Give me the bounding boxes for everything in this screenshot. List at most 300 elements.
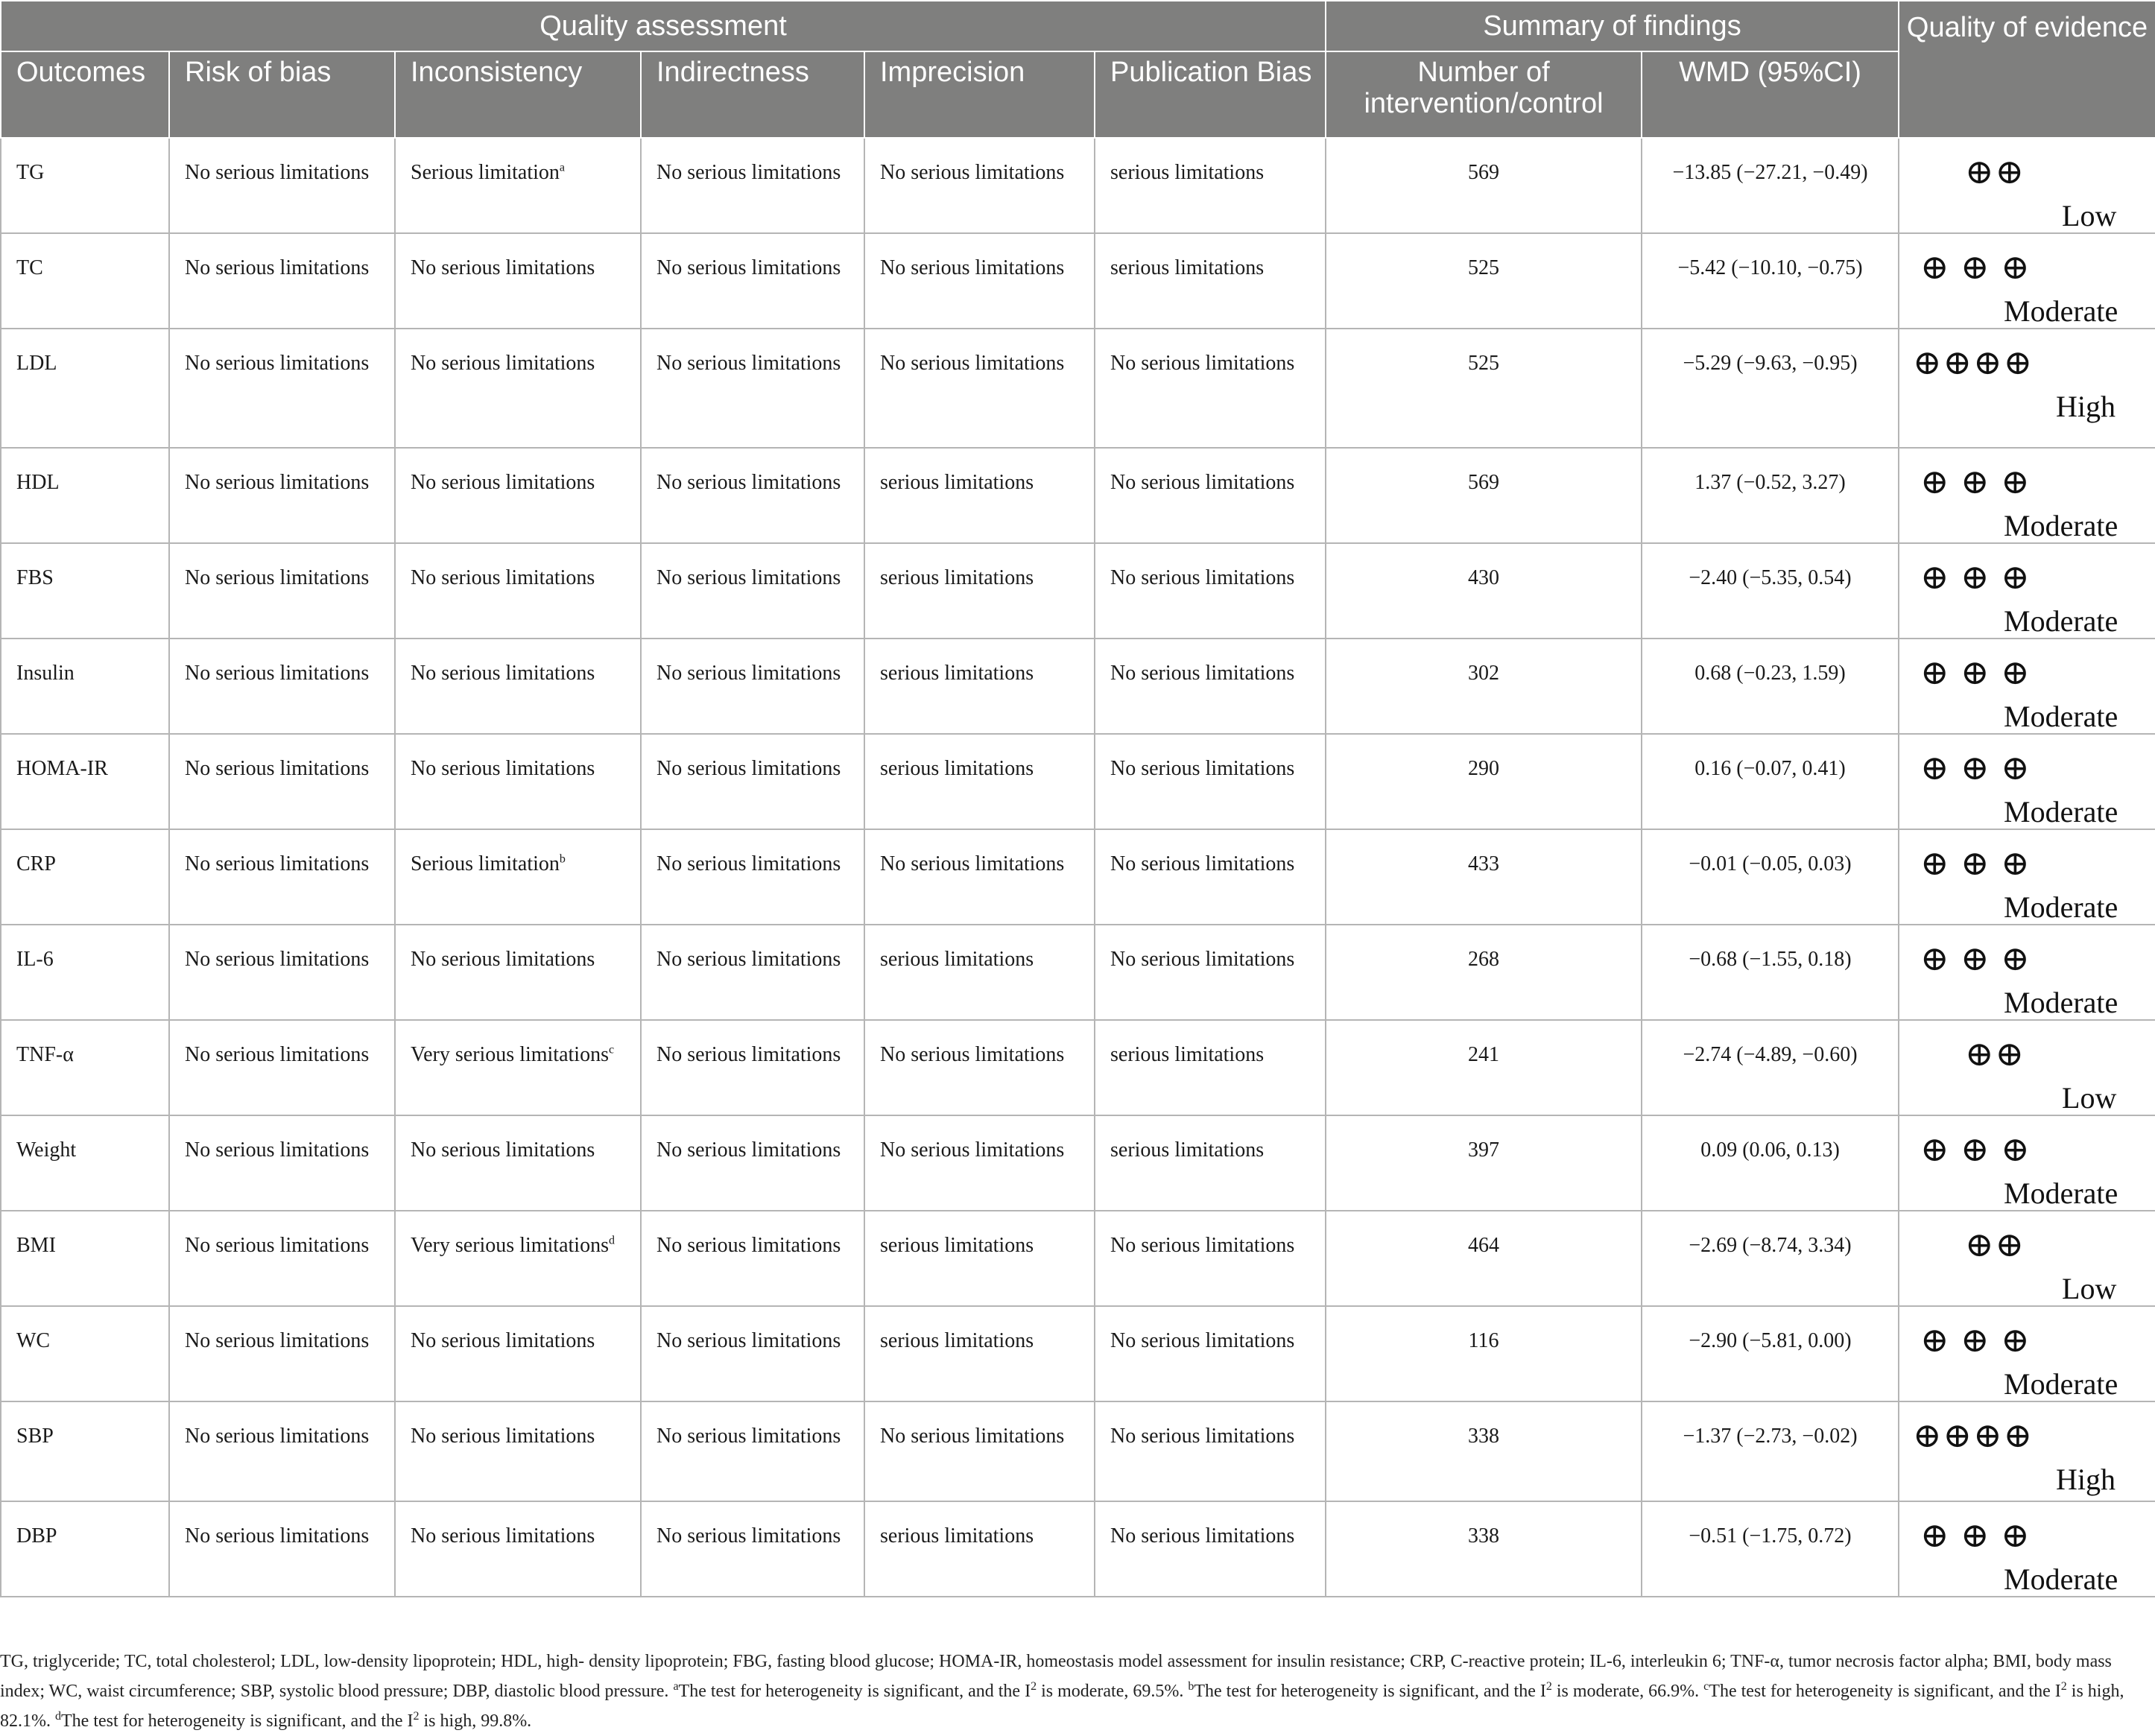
cell-number-text: 433 [1468,852,1500,875]
cell-number-text: 397 [1468,1138,1500,1162]
cell-outcome-text: WC [16,1329,51,1352]
certainty-symbols-icon: ⊕⊕⊕⊕ [1913,343,2034,381]
cell-quality-of-evidence [1899,829,2155,925]
cell-indirectness [641,829,864,925]
cell-number [1326,1115,1642,1211]
cell-imprecision-text: serious limitations [880,1524,1034,1547]
certainty-label: Low [2062,199,2117,232]
cell-outcome-text: HDL [16,471,60,494]
cell-risk-of-bias [169,734,395,829]
cell-imprecision [864,1401,1095,1501]
cell-number-text: 525 [1468,352,1500,375]
cell-imprecision [864,543,1095,639]
cell-risk-of-bias [169,233,395,329]
footnote-marker-b: b [1188,1680,1194,1693]
certainty-symbols-icon: ⊕⊕ [1965,153,2026,191]
cell-imprecision-text: serious limitations [880,566,1034,589]
table-body [1,138,2155,1597]
cell-publication-bias [1095,1115,1326,1211]
cell-inconsistency [395,639,641,734]
cell-wmd-text: 0.68 (−0.23, 1.59) [1694,662,1846,685]
cell-outcome-text: CRP [16,852,56,875]
cell-indirectness-text: No serious limitations [656,852,841,875]
cell-number-text: 268 [1468,948,1500,971]
certainty-symbols-icon: ⊕ ⊕ ⊕ [1920,248,2031,286]
certainty-symbols-icon: ⊕ ⊕ ⊕ [1920,749,2031,787]
cell-indirectness [641,1211,864,1306]
cell-imprecision-text: serious limitations [880,1234,1034,1257]
cell-inconsistency [395,1401,641,1501]
cell-publication-bias [1095,639,1326,734]
cell-publication-bias-text: No serious limitations [1110,1524,1295,1547]
footnote-d-tail: is high, 99.8%. [419,1711,532,1731]
cell-imprecision [864,829,1095,925]
cell-number-text: 302 [1468,662,1500,685]
cell-number [1326,1020,1642,1115]
cell-wmd-text: −5.29 (−9.63, −0.95) [1683,352,1858,375]
certainty-label: Moderate [2004,1176,2118,1210]
table-row [1,448,2155,543]
cell-wmd [1642,329,1899,448]
cell-quality-of-evidence [1899,639,2155,734]
cell-risk-of-bias-text: No serious limitations [185,662,370,685]
footnote-a: The test for heterogeneity is significant, and the I [678,1682,1031,1701]
cell-publication-bias-text: No serious limitations [1110,352,1295,375]
cell-outcome-text: DBP [16,1524,57,1547]
cell-publication-bias-text: serious limitations [1110,161,1265,184]
cell-wmd [1642,1211,1899,1306]
cell-imprecision-text: No serious limitations [880,1043,1065,1066]
cell-wmd-text: −5.42 (−10.10, −0.75) [1677,256,1863,279]
cell-imprecision-text: No serious limitations [880,1425,1065,1448]
cell-risk-of-bias [169,1020,395,1115]
cell-number [1326,1501,1642,1597]
cell-indirectness-text: No serious limitations [656,1425,841,1448]
col-outcomes: Outcomes [1,51,169,138]
footnote-a-squared: 2 [1031,1680,1037,1693]
cell-indirectness [641,1115,864,1211]
cell-outcome [1,1501,169,1597]
cell-number [1326,138,1642,233]
certainty-label: Moderate [2004,795,2118,829]
footnote-d: The test for heterogeneity is significant, and the I [61,1711,414,1731]
cell-outcome-text: TC [16,256,43,279]
footnote-b: The test for heterogeneity is significant, and the I [1194,1682,1546,1701]
cell-imprecision [864,329,1095,448]
cell-quality-of-evidence [1899,925,2155,1020]
cell-number [1326,734,1642,829]
cell-inconsistency [395,138,641,233]
cell-publication-bias-text: serious limitations [1110,1138,1265,1162]
cell-wmd-text: −1.37 (−2.73, −0.02) [1683,1425,1858,1448]
cell-inconsistency [395,1501,641,1597]
cell-publication-bias-text: No serious limitations [1110,852,1295,875]
certainty-symbols-icon: ⊕⊕ [1965,1035,2026,1073]
cell-indirectness [641,543,864,639]
cell-publication-bias-text: No serious limitations [1110,662,1295,685]
cell-indirectness-text: No serious limitations [656,1329,841,1352]
footnote-b-squared: 2 [1545,1680,1552,1693]
cell-outcome [1,233,169,329]
cell-number-text: 241 [1468,1043,1500,1066]
cell-risk-of-bias-text: No serious limitations [185,256,370,279]
cell-inconsistency-text: No serious limitations [411,1524,595,1547]
cell-indirectness [641,1401,864,1501]
table-row [1,1401,2155,1501]
cell-imprecision [864,1306,1095,1401]
cell-inconsistency-text: Very serious limitations [411,1043,609,1066]
cell-outcome [1,925,169,1020]
cell-indirectness [641,329,864,448]
footnote-c-squared: 2 [2060,1680,2067,1693]
cell-wmd-text: −2.69 (−8.74, 3.34) [1689,1234,1852,1257]
cell-wmd [1642,1306,1899,1401]
cell-outcome-text: SBP [16,1425,54,1448]
cell-risk-of-bias [169,1211,395,1306]
certainty-symbols-icon: ⊕ ⊕ ⊕ [1920,558,2031,596]
cell-publication-bias-text: No serious limitations [1110,566,1295,589]
cell-number-text: 430 [1468,566,1500,589]
cell-outcome [1,138,169,233]
cell-wmd-text: −0.51 (−1.75, 0.72) [1689,1524,1852,1547]
cell-risk-of-bias-text: No serious limitations [185,1425,370,1448]
cell-number [1326,1306,1642,1401]
table-row [1,829,2155,925]
cell-wmd [1642,734,1899,829]
cell-indirectness-text: No serious limitations [656,352,841,375]
cell-imprecision-text: serious limitations [880,471,1034,494]
cell-number [1326,639,1642,734]
cell-indirectness [641,734,864,829]
cell-quality-of-evidence [1899,1211,2155,1306]
cell-wmd [1642,1115,1899,1211]
cell-number-text: 569 [1468,471,1500,494]
cell-inconsistency [395,448,641,543]
cell-risk-of-bias-text: No serious limitations [185,1524,370,1547]
cell-risk-of-bias-text: No serious limitations [185,471,370,494]
cell-inconsistency-text: No serious limitations [411,1425,595,1448]
cell-wmd-text: −0.01 (−0.05, 0.03) [1689,852,1852,875]
cell-imprecision [864,233,1095,329]
cell-outcome [1,543,169,639]
table-row [1,1020,2155,1115]
cell-risk-of-bias-text: No serious limitations [185,948,370,971]
cell-outcome-text: BMI [16,1234,56,1257]
certainty-symbols-icon: ⊕ ⊕ ⊕ [1920,463,2031,501]
cell-wmd-text: 1.37 (−0.52, 3.27) [1694,471,1846,494]
certainty-label: Moderate [2004,700,2118,733]
table-row [1,639,2155,734]
cell-inconsistency-text: Very serious limitations [411,1234,609,1257]
cell-inconsistency [395,734,641,829]
cell-wmd [1642,543,1899,639]
cell-risk-of-bias [169,1401,395,1501]
table-footnote [0,1647,2146,1736]
footnote-marker-d: d [55,1710,61,1723]
quality-of-evidence-header: Quality of evidence [1899,1,2155,138]
cell-risk-of-bias [169,1501,395,1597]
certainty-symbols-icon: ⊕ ⊕ ⊕ [1920,1516,2031,1554]
table-row [1,138,2155,233]
cell-wmd [1642,1020,1899,1115]
cell-imprecision [864,1211,1095,1306]
cell-imprecision [864,1020,1095,1115]
cell-indirectness [641,1020,864,1115]
cell-number [1326,543,1642,639]
certainty-label: Moderate [2004,1562,2118,1596]
table-row [1,233,2155,329]
cell-wmd-text: −13.85 (−27.21, −0.49) [1672,161,1868,184]
cell-quality-of-evidence [1899,1020,2155,1115]
cell-quality-of-evidence [1899,543,2155,639]
cell-imprecision-text: No serious limitations [880,161,1065,184]
footnote-marker-c: c [1703,1680,1709,1693]
cell-wmd-text: 0.09 (0.06, 0.13) [1700,1138,1840,1162]
cell-imprecision [864,138,1095,233]
cell-risk-of-bias-text: No serious limitations [185,352,370,375]
certainty-label: High [2056,1463,2116,1496]
cell-risk-of-bias-text: No serious limitations [185,161,370,184]
cell-inconsistency-text: Serious limitation [411,161,560,184]
cell-imprecision [864,448,1095,543]
cell-inconsistency [395,1306,641,1401]
cell-risk-of-bias [169,1115,395,1211]
cell-inconsistency [395,233,641,329]
cell-wmd-text: −2.90 (−5.81, 0.00) [1689,1329,1852,1352]
inconsistency-footnote-marker: a [559,161,565,174]
cell-indirectness-text: No serious limitations [656,471,841,494]
cell-quality-of-evidence [1899,1401,2155,1501]
cell-publication-bias-text: No serious limitations [1110,1425,1295,1448]
footnote-abbreviations: TG, triglyceride; TC, total cholesterol; LDL, low-density lipoprotein; HDL, high- density lipoprotein; FBG, fasting blood glucose; HOMA-IR, homeostasis model assessment for insulin resistance; CRP, C-reactive protein; IL-6, interleukin 6; TNF-α, tumor necrosis factor alpha; BMI, body mass index; WC, waist circumference; SBP, systolic blood pressure; DBP, diastolic blood pressure. [0,1652,2112,1701]
col-number-intervention-control: Number of intervention/control [1326,51,1642,138]
header-group-row [1,1,2155,51]
cell-outcome-text: LDL [16,352,57,375]
cell-outcome [1,1020,169,1115]
cell-indirectness-text: No serious limitations [656,1524,841,1547]
cell-indirectness-text: No serious limitations [656,1234,841,1257]
table-row [1,1501,2155,1597]
cell-number-text: 338 [1468,1425,1500,1448]
certainty-label: Moderate [2004,890,2118,924]
inconsistency-footnote-marker: d [608,1234,615,1247]
cell-outcome-text: TNF-α [16,1043,74,1066]
cell-inconsistency-text: No serious limitations [411,1138,595,1162]
cell-imprecision-text: serious limitations [880,757,1034,780]
cell-outcome-text: TG [16,161,45,184]
cell-imprecision-text: No serious limitations [880,256,1065,279]
table-row [1,1211,2155,1306]
cell-inconsistency-text: No serious limitations [411,757,595,780]
cell-risk-of-bias-text: No serious limitations [185,1043,370,1066]
cell-publication-bias [1095,925,1326,1020]
cell-inconsistency [395,329,641,448]
certainty-symbols-icon: ⊕ ⊕ ⊕ [1920,1321,2031,1359]
cell-wmd-text: −2.74 (−4.89, −0.60) [1683,1043,1858,1066]
table-row [1,1306,2155,1401]
cell-risk-of-bias-text: No serious limitations [185,757,370,780]
cell-publication-bias [1095,138,1326,233]
cell-risk-of-bias-text: No serious limitations [185,1138,370,1162]
cell-number [1326,448,1642,543]
cell-wmd [1642,1401,1899,1501]
col-wmd: WMD (95%CI) [1642,51,1899,138]
cell-publication-bias-text: No serious limitations [1110,757,1295,780]
summary-of-findings-header: Summary of findings [1326,1,1899,51]
col-inconsistency: Inconsistency [395,51,641,138]
cell-publication-bias [1095,734,1326,829]
cell-publication-bias [1095,1306,1326,1401]
cell-publication-bias-text: No serious limitations [1110,948,1295,971]
cell-publication-bias [1095,1501,1326,1597]
cell-number-text: 116 [1468,1329,1499,1352]
cell-indirectness [641,639,864,734]
cell-publication-bias-text: No serious limitations [1110,1234,1295,1257]
cell-inconsistency-text: No serious limitations [411,566,595,589]
cell-inconsistency-text: Serious limitation [411,852,560,875]
cell-inconsistency [395,1115,641,1211]
cell-inconsistency [395,925,641,1020]
cell-publication-bias [1095,543,1326,639]
cell-number [1326,829,1642,925]
cell-imprecision-text: No serious limitations [880,352,1065,375]
cell-outcome-text: FBS [16,566,54,589]
cell-publication-bias [1095,1211,1326,1306]
cell-imprecision [864,639,1095,734]
cell-inconsistency [395,1020,641,1115]
cell-imprecision [864,925,1095,1020]
cell-imprecision-text: serious limitations [880,1329,1034,1352]
cell-indirectness-text: No serious limitations [656,1138,841,1162]
cell-publication-bias [1095,448,1326,543]
footnote-c-tail: is high, 82.1%. [0,1682,2124,1731]
cell-wmd [1642,829,1899,925]
cell-inconsistency-text: No serious limitations [411,256,595,279]
cell-indirectness-text: No serious limitations [656,566,841,589]
cell-wmd-text: 0.16 (−0.07, 0.41) [1694,757,1846,780]
cell-number-text: 290 [1468,757,1500,780]
cell-indirectness-text: No serious limitations [656,256,841,279]
cell-quality-of-evidence [1899,448,2155,543]
cell-inconsistency-text: No serious limitations [411,1329,595,1352]
cell-imprecision-text: No serious limitations [880,1138,1065,1162]
cell-number [1326,329,1642,448]
cell-risk-of-bias-text: No serious limitations [185,1329,370,1352]
cell-inconsistency-text: No serious limitations [411,662,595,685]
cell-quality-of-evidence [1899,1306,2155,1401]
cell-indirectness [641,925,864,1020]
cell-imprecision-text: No serious limitations [880,852,1065,875]
cell-publication-bias-text: serious limitations [1110,256,1265,279]
cell-wmd [1642,925,1899,1020]
cell-risk-of-bias-text: No serious limitations [185,566,370,589]
cell-publication-bias [1095,1401,1326,1501]
cell-risk-of-bias-text: No serious limitations [185,1234,370,1257]
cell-number [1326,1211,1642,1306]
cell-imprecision [864,1501,1095,1597]
col-imprecision: Imprecision [864,51,1095,138]
footnote-b-tail: is moderate, 66.9%. [1551,1682,1700,1701]
cell-wmd-text: −2.40 (−5.35, 0.54) [1689,566,1852,589]
cell-outcome [1,1211,169,1306]
cell-publication-bias-text: serious limitations [1110,1043,1265,1066]
certainty-label: Moderate [2004,604,2118,638]
table-row [1,1115,2155,1211]
cell-indirectness [641,1501,864,1597]
cell-wmd-text: −0.68 (−1.55, 0.18) [1689,948,1852,971]
cell-outcome [1,734,169,829]
cell-outcome [1,1306,169,1401]
cell-inconsistency [395,1211,641,1306]
cell-indirectness [641,448,864,543]
cell-risk-of-bias [169,543,395,639]
cell-imprecision-text: serious limitations [880,948,1034,971]
cell-wmd [1642,1501,1899,1597]
certainty-label: Low [2062,1081,2117,1115]
certainty-label: Moderate [2004,509,2118,542]
table-row [1,925,2155,1020]
cell-quality-of-evidence [1899,1115,2155,1211]
cell-imprecision [864,1115,1095,1211]
col-risk-of-bias: Risk of bias [169,51,395,138]
cell-wmd [1642,448,1899,543]
cell-outcome-text: HOMA-IR [16,757,108,780]
cell-wmd [1642,138,1899,233]
cell-number-text: 569 [1468,161,1500,184]
col-indirectness: Indirectness [641,51,864,138]
certainty-symbols-icon: ⊕ ⊕ ⊕ [1920,653,2031,691]
cell-outcome-text: Weight [16,1138,77,1162]
certainty-label: Moderate [2004,1367,2118,1401]
cell-number [1326,1401,1642,1501]
footnote-d-squared: 2 [413,1710,420,1723]
cell-inconsistency-text: No serious limitations [411,471,595,494]
cell-outcome [1,329,169,448]
cell-inconsistency [395,543,641,639]
cell-risk-of-bias [169,925,395,1020]
cell-quality-of-evidence [1899,734,2155,829]
certainty-symbols-icon: ⊕⊕⊕⊕ [1913,1416,2034,1454]
cell-publication-bias-text: No serious limitations [1110,1329,1295,1352]
cell-indirectness-text: No serious limitations [656,662,841,685]
cell-wmd [1642,639,1899,734]
table-row [1,734,2155,829]
cell-number [1326,233,1642,329]
inconsistency-footnote-marker: b [559,852,566,866]
cell-risk-of-bias [169,1306,395,1401]
cell-indirectness [641,1306,864,1401]
cell-number-text: 338 [1468,1524,1500,1547]
cell-inconsistency-text: No serious limitations [411,948,595,971]
cell-publication-bias [1095,329,1326,448]
cell-outcome-text: IL-6 [16,948,54,971]
footnote-marker-a: a [673,1680,679,1693]
footnote-a-tail: is moderate, 69.5%. [1037,1682,1184,1701]
cell-indirectness-text: No serious limitations [656,1043,841,1066]
cell-number-text: 525 [1468,256,1500,279]
cell-quality-of-evidence [1899,1501,2155,1597]
cell-risk-of-bias [169,829,395,925]
table-row [1,329,2155,448]
certainty-label: Moderate [2004,294,2118,328]
certainty-label: High [2056,390,2116,423]
cell-quality-of-evidence [1899,138,2155,233]
cell-risk-of-bias-text: No serious limitations [185,852,370,875]
cell-publication-bias [1095,829,1326,925]
cell-number-text: 464 [1468,1234,1500,1257]
cell-publication-bias-text: No serious limitations [1110,471,1295,494]
cell-indirectness [641,233,864,329]
